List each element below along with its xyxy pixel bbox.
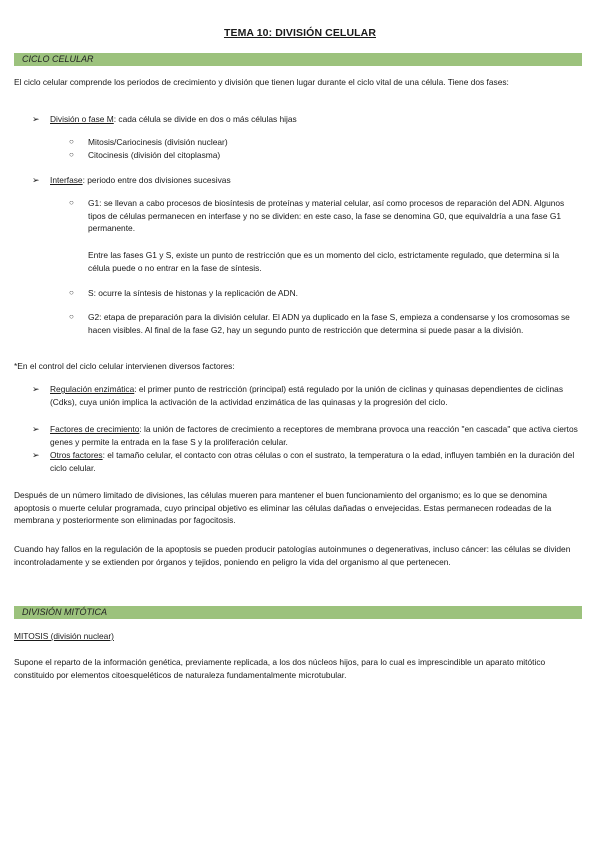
desc-division: : cada célula se divide en dos o más células hijas (113, 114, 297, 124)
sub-mitosis: Mitosis/Cariocinesis (división nuclear) (88, 137, 228, 147)
apoptosis-paragraph: Después de un número limitado de divisiones, las células mueren para mantener el buen funcionamiento del organismo; es lo que se denomina apoptosis o muerte celular programada, cuyo principal objetivo es eliminar las células dañadas o envejecidas. Estas permanecen rodeadas de la membrana y posteriormente son eliminadas por fagocitosis. (14, 490, 552, 526)
bullet-interfase (50, 174, 580, 187)
mitosis-paragraph: Supone el reparto de la información genética, previamente replicada, a los dos núcleos hijos, para lo cual es imprescindible un aparato mitótico constituido por elementos citoesqueléticos de naturaleza fundamentalmente microtubular. (14, 657, 546, 680)
circle-bullet-icon: ○ (69, 150, 74, 159)
desc-otros: : el tamaño celular, el contacto con otras células o con el sustrato, la temperatura o la edad, influyen también en la duración del ciclo celular. (50, 450, 575, 473)
item-g1-restriction: Entre las fases G1 y S, existe un punto de restricción que es un momento del ciclo, estrictamente regulado, que determina si la célula puede o no entrar en la fase de síntesis. (88, 250, 560, 273)
factor-otros (50, 449, 585, 474)
circle-bullet-icon: ○ (69, 288, 74, 297)
term-otros: Otros factores (50, 450, 103, 460)
term-regulacion: Regulación enzimática (50, 384, 135, 394)
item-s: S: ocurre la síntesis de histonas y la replicación de ADN. (88, 288, 298, 298)
intro-paragraph: El ciclo celular comprende los periodos de crecimiento y división que tienen lugar durante el ciclo vital de una célula. Tiene dos fases: (14, 77, 509, 87)
page-title: TEMA 10: DIVISIÓN CELULAR (223, 27, 377, 39)
circle-bullet-icon: ○ (69, 312, 74, 321)
desc-crecimiento: : la unión de factores de crecimiento a receptores de membrana provoca una reacción "en cascada" que activa ciertos genes y permite la entrada en la fase S y la proliferación celular. (50, 424, 578, 447)
factor-crecimiento (50, 423, 585, 448)
arrow-bullet-icon: ➢ (32, 384, 40, 394)
arrow-bullet-icon: ➢ (32, 114, 40, 124)
fallos-paragraph: Cuando hay fallos en la regulación de la apoptosis se pueden producir patologías autoinmunes o degenerativas, incluso cáncer: las células se dividen incontroladamente y se extienden por órganos y tejidos, poniendo en peligro la vida del organismo al que pertenecen. (14, 544, 571, 567)
circle-bullet-icon: ○ (69, 198, 74, 207)
item-g1: G1: se llevan a cabo procesos de biosíntesis de proteínas y material celular, así como procesos de reparación del ADN. Algunos tipos de células permanecen en interfase y no se dividen: en este caso, la fase se denomina G0, que equivaldría a una fase G1 permanente. (88, 198, 565, 234)
desc-interfase: : periodo entre dos divisiones sucesivas (82, 175, 231, 185)
term-interfase: Interfase (50, 175, 83, 185)
item-g2: G2: etapa de preparación para la división celular. El ADN ya duplicado en la fase S, empieza a condensarse y los cromosomas se hacen visibles. Al final de la fase G2, hay un segundo punto de restricción que determina si puede pasar a la división. (88, 312, 570, 335)
section-heading-division-mitotica: DIVISIÓN MITÓTICA (14, 606, 582, 619)
desc-regulacion: : el primer punto de restricción (principal) está regulado por la unión de ciclinas y quinasas dependientes de ciclinas (Cdks), cuya unión implica la activación de la actividad enzimática de las quinasas y la progresión del ciclo. (50, 384, 564, 407)
arrow-bullet-icon: ➢ (32, 175, 40, 185)
arrow-bullet-icon: ➢ (32, 450, 40, 460)
term-division: División o fase M (50, 114, 114, 124)
factor-regulacion (50, 383, 585, 408)
section-heading-ciclo-celular: CICLO CELULAR (14, 53, 582, 66)
circle-bullet-icon: ○ (69, 137, 74, 146)
term-crecimiento: Factores de crecimiento (50, 424, 140, 434)
control-intro: *En el control del ciclo celular intervienen diversos factores: (14, 361, 235, 371)
sub-citocinesis: Citocinesis (división del citoplasma) (88, 150, 221, 160)
bullet-division (50, 113, 580, 126)
arrow-bullet-icon: ➢ (32, 424, 40, 434)
subheading-mitosis: MITOSIS (división nuclear) (14, 631, 114, 641)
